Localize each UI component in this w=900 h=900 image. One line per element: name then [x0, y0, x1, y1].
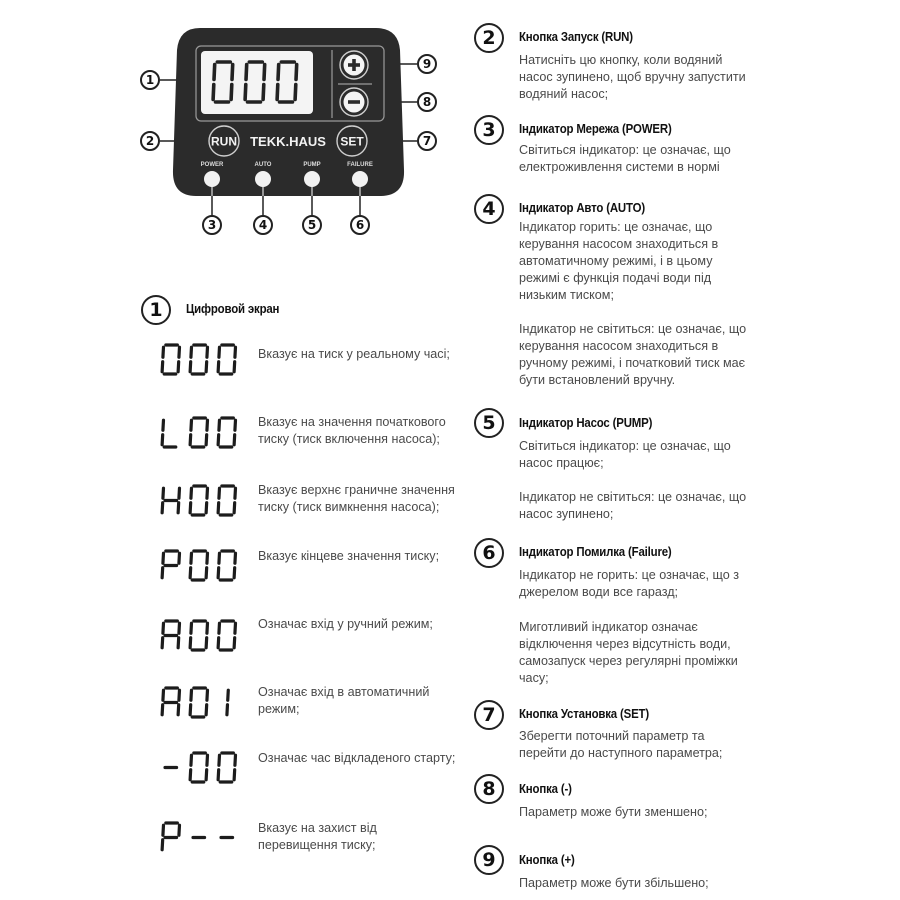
legend-description: Індикатор горить: це означає, що керування насосом знаходиться в автоматичному режимі, і в цьому режимі є функція подачі води під низьким тиском; — [519, 220, 719, 302]
legend-description: Миготливий індикатор означає відключення через відсутність води, самозапуск через регулярні проміжки часу; — [519, 620, 738, 685]
legend-title: Кнопка Запуск (RUN) — [519, 29, 633, 44]
segment-b — [235, 755, 236, 765]
seg-code-H00 — [160, 483, 244, 519]
segment-e — [218, 503, 219, 513]
segment-e — [162, 362, 163, 372]
seven-segment-code — [160, 548, 244, 584]
segment-e — [190, 568, 191, 578]
segment-e — [218, 435, 219, 445]
segment-c — [206, 568, 207, 578]
seg-digit-1 — [190, 345, 207, 374]
segment-c — [178, 638, 179, 648]
led-auto — [255, 171, 271, 187]
segment-b — [179, 825, 180, 835]
segment-f — [191, 420, 192, 430]
minus-button[interactable] — [340, 88, 368, 116]
legend-number: 7 — [474, 700, 504, 730]
legend-title: Індикатор Авто (AUTO) — [519, 200, 645, 215]
segment-f — [219, 347, 220, 357]
segment-b — [232, 65, 233, 80]
segment-e — [190, 362, 191, 372]
seven-segment-code — [160, 685, 244, 721]
segment-f — [191, 690, 192, 700]
segment-c — [206, 362, 207, 372]
segment-e — [213, 85, 214, 100]
segment-b — [207, 420, 208, 430]
segment-b — [179, 347, 180, 357]
led-pump — [304, 171, 320, 187]
segment-f — [163, 623, 164, 633]
callout-8: 8 — [417, 92, 437, 112]
segment-f — [214, 65, 215, 80]
segment-b — [235, 553, 236, 563]
code-description: Вказує на захист від перевищення тиску; — [258, 821, 377, 852]
seg-code-L00 — [160, 415, 244, 451]
display-section-title: Цифровой экран — [186, 301, 280, 316]
segment-c — [234, 435, 235, 445]
segment-f — [219, 488, 220, 498]
segment-e — [190, 435, 191, 445]
segment-b — [207, 347, 208, 357]
seg-digit-0 — [162, 688, 179, 715]
legend-title: Індикатор Помилка (Failure) — [519, 544, 672, 559]
segment-c — [206, 770, 207, 780]
control-panel-illustration — [0, 0, 470, 250]
seg-digit-0 — [162, 621, 179, 648]
brand-logo: TEKK.HAUS — [250, 134, 326, 149]
legend-description: Індикатор не світиться: це означає, що насос зупинено; — [519, 490, 747, 521]
segment-f — [219, 420, 220, 430]
segment-b — [235, 420, 236, 430]
seg-digit-0 — [162, 345, 179, 374]
seg-code-P00 — [160, 548, 244, 584]
legend-number: 6 — [474, 538, 504, 568]
seg-digit-1 — [190, 621, 207, 650]
segment-b — [179, 488, 180, 498]
segment-f — [163, 690, 164, 700]
segment-f — [219, 755, 220, 765]
segment-f — [278, 65, 279, 80]
segment-c — [234, 770, 235, 780]
seg-code-000 — [160, 342, 244, 378]
code-description: Означає час відкладеного старту; — [258, 751, 456, 765]
segment-e — [190, 705, 191, 715]
segment-b — [207, 488, 208, 498]
legend-description: Світиться індикатор: це означає, що електроживлення системи в нормі — [519, 143, 731, 174]
code-description: Вказує на значення початкового тиску (тиск включення насоса); — [258, 415, 446, 446]
segment-b — [179, 690, 180, 700]
segment-e — [218, 362, 219, 372]
segment-b — [207, 553, 208, 563]
segment-e — [162, 568, 163, 578]
indicator-label-failure: FAILURE — [347, 162, 373, 168]
set-button-label: SET — [340, 134, 364, 149]
seg-digit-1 — [190, 486, 207, 515]
legend-number: 2 — [474, 23, 504, 53]
legend-description: Параметр може бути зменшено; — [519, 805, 708, 819]
legend-number: 4 — [474, 194, 504, 224]
seg-digit-1 — [190, 688, 207, 717]
legend-number: 9 — [474, 845, 504, 875]
control-panel-diagram — [0, 0, 470, 250]
indicator-label-pump: PUMP — [303, 162, 321, 168]
minus-icon — [348, 100, 360, 104]
plus-button[interactable] — [340, 51, 368, 79]
segment-e — [218, 568, 219, 578]
segment-b — [235, 488, 236, 498]
callout-9: 9 — [417, 54, 437, 74]
legend-title: Кнопка Установка (SET) — [519, 706, 649, 721]
seg-digit-1 — [190, 551, 207, 580]
legend-description: Параметр може бути збільшено; — [519, 876, 709, 890]
segment-f — [219, 553, 220, 563]
segment-f — [163, 553, 164, 563]
segment-b — [207, 755, 208, 765]
legend-description: Індикатор не горить: це означає, що з джерелом води все гаразд; — [519, 568, 740, 599]
segment — [228, 690, 229, 700]
legend-number: 3 — [474, 115, 504, 145]
segment-c — [234, 362, 235, 372]
segment-c — [231, 85, 232, 100]
seg-digit-2 — [227, 690, 228, 715]
segment-c — [206, 638, 207, 648]
segment-b — [207, 623, 208, 633]
segment-c — [295, 85, 296, 100]
segment-c — [178, 503, 179, 513]
segment-f — [191, 553, 192, 563]
led-failure — [352, 171, 368, 187]
seg-digit-0 — [162, 488, 179, 513]
code-description: Означає вхід в автоматичний режим; — [258, 685, 430, 716]
segment-f — [163, 347, 164, 357]
legend-title: Кнопка (-) — [519, 781, 572, 796]
seg-digit-1 — [190, 753, 207, 782]
seven-segment-code — [160, 483, 244, 519]
legend-title: Кнопка (+) — [519, 852, 575, 867]
seg-digit-2 — [218, 418, 235, 447]
seg-code-A00 — [160, 618, 244, 654]
legend-description: Натисніть цю кнопку, коли водяний насос зупинено, щоб вручну запустити водяний насос; — [519, 53, 746, 101]
legend-description: Індикатор не світиться: це означає, що керування насосом знаходиться в ручному режимі, і початковий тиск має бути встановлений вручну. — [519, 322, 747, 387]
seg-digit-2 — [218, 551, 235, 580]
segment-b — [235, 347, 236, 357]
segment-e — [162, 705, 163, 715]
seven-segment-code — [160, 618, 244, 654]
segment-f — [163, 488, 164, 498]
segment-b — [179, 623, 180, 633]
indicator-label-auto: AUTO — [254, 162, 272, 168]
segment-e — [190, 770, 191, 780]
segment-c — [206, 503, 207, 513]
segment-f — [246, 65, 247, 80]
segment-e — [218, 770, 219, 780]
callout-6: 6 — [350, 215, 370, 235]
legend-description: Зберегти поточний параметр та перейти до наступного параметра; — [519, 729, 723, 760]
segment-e — [218, 638, 219, 648]
legend-number: 5 — [474, 408, 504, 438]
segment-c — [234, 503, 235, 513]
led-power — [204, 171, 220, 187]
segment-f — [219, 623, 220, 633]
seven-segment-code — [160, 820, 244, 856]
segment-f — [191, 347, 192, 357]
segment-e — [190, 638, 191, 648]
seg-digit-0 — [162, 551, 179, 578]
seg-code-P-dash-dash — [160, 820, 244, 856]
callout-5: 5 — [302, 215, 322, 235]
code-description: Вказує верхнє граничне значення тиску (тиск вимкнення насоса); — [258, 483, 455, 514]
segment-e — [162, 638, 163, 648]
callout-1: 1 — [140, 70, 160, 90]
segment-e — [190, 503, 191, 513]
segment-e — [277, 85, 278, 100]
seg-digit-0 — [162, 420, 176, 447]
code-description: Вказує на тиск у реальному часі; — [258, 347, 450, 361]
callout-7: 7 — [417, 131, 437, 151]
segment-b — [235, 623, 236, 633]
seg-code-A01 — [160, 685, 244, 721]
segment-e — [162, 840, 163, 850]
legend-title: Індикатор Насос (PUMP) — [519, 415, 653, 430]
seg-digit-2 — [218, 486, 235, 515]
seg-digit-2 — [218, 345, 235, 374]
segment-e — [162, 435, 163, 445]
segment-f — [191, 488, 192, 498]
section-number-1: 1 — [141, 295, 171, 325]
indicator-label-power: POWER — [200, 162, 224, 168]
segment-f — [163, 825, 164, 835]
legend-number: 8 — [474, 774, 504, 804]
seg-code-dash00 — [160, 750, 244, 786]
segment-f — [163, 420, 164, 430]
segment — [227, 705, 228, 715]
segment-c — [263, 85, 264, 100]
code-description: Вказує кінцеве значення тиску; — [258, 549, 440, 563]
segment-b — [179, 553, 180, 563]
seven-segment-code — [160, 750, 244, 786]
seg-digit-2 — [218, 621, 235, 650]
callout-3: 3 — [202, 215, 222, 235]
plus-icon — [352, 59, 356, 71]
segment-b — [296, 65, 297, 80]
segment-f — [191, 623, 192, 633]
callout-2: 2 — [140, 131, 160, 151]
segment-b — [264, 65, 265, 80]
segment-c — [178, 705, 179, 715]
segment-b — [207, 690, 208, 700]
legend-title: Індикатор Мережа (POWER) — [519, 121, 672, 136]
seven-segment-code — [160, 415, 244, 451]
run-button-label: RUN — [211, 134, 237, 149]
segment-f — [191, 755, 192, 765]
segment-c — [206, 705, 207, 715]
segment-e — [245, 85, 246, 100]
seg-digit-1 — [190, 418, 207, 447]
segment-c — [206, 435, 207, 445]
seven-segment-code — [160, 342, 244, 378]
seg-digit-2 — [218, 753, 235, 782]
segment-c — [178, 362, 179, 372]
callout-4: 4 — [253, 215, 273, 235]
seg-digit-0 — [162, 823, 179, 850]
code-description: Означає вхід у ручний режим; — [258, 617, 433, 631]
segment-c — [234, 568, 235, 578]
segment-c — [234, 638, 235, 648]
legend-description: Світиться індикатор: це означає, що насос працює; — [519, 439, 731, 470]
segment-e — [162, 503, 163, 513]
